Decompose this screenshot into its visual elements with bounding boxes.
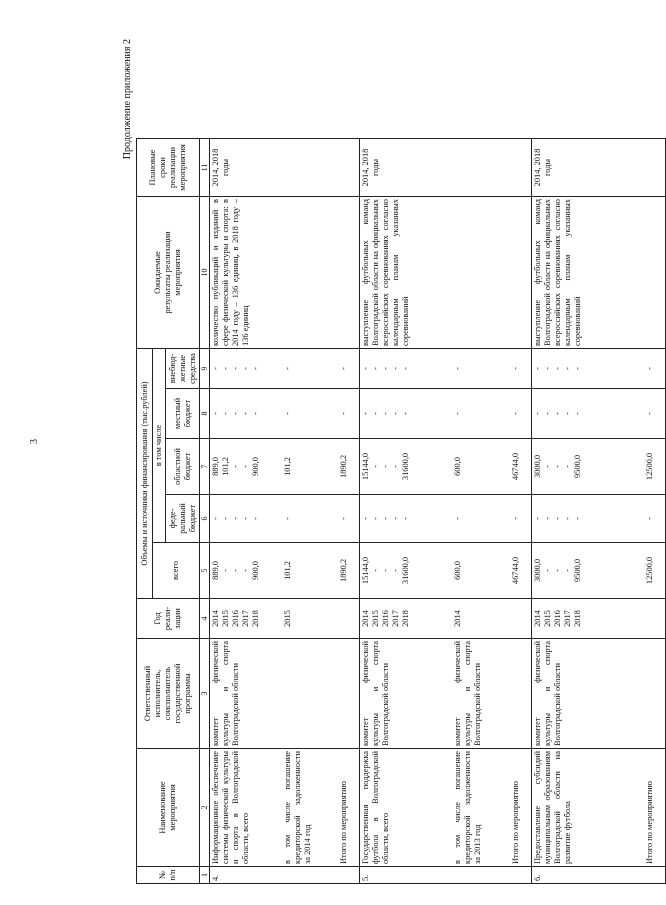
total-amount: 1890,2 — [338, 543, 360, 599]
header-num-4: 4 — [200, 599, 210, 639]
extrabudgetary-amount: - - - - - — [210, 349, 282, 389]
total-amount: 46744,0 — [510, 543, 532, 599]
expected-result: количество публикаций и изданий в сфере физической культуры и спорта: в 2014 году – 136 единиц, в 2018 году – 136 единиц — [210, 197, 360, 349]
total-amount: 3000,0 - - - 9500,0 — [532, 543, 644, 599]
header-num-1: 1 — [200, 867, 210, 884]
appendix-caption: Продолжение приложения 2 — [122, 39, 133, 160]
row-number: 6. — [532, 867, 666, 884]
header-num-8: 8 — [200, 389, 210, 439]
expected-result: выступление футбольных команд Волгоградской области на официальных всероссийских соревнованиях согласно календарным планам указанных соревнований — [532, 197, 666, 349]
local-amount: - — [338, 389, 360, 439]
header-num-5: 5 — [200, 543, 210, 599]
regional-amount: 3000,0 - - - 9500,0 — [532, 439, 644, 495]
years: 2014 2015 2016 2017 2018 — [210, 599, 282, 639]
federal-amount: - — [452, 495, 510, 543]
year: 2015 — [282, 599, 338, 639]
header-local-budget: местный бюджет — [166, 389, 200, 439]
regional-amount: 600,0 — [452, 439, 510, 495]
row-number: 5. — [360, 867, 532, 884]
year — [644, 599, 666, 639]
total-amount: 101,2 — [282, 543, 338, 599]
year: 2014 — [452, 599, 510, 639]
total-amount: 889,0 - - - 900,0 — [210, 543, 282, 599]
federal-amount: - - - - - — [532, 495, 644, 543]
header-including: в том числе — [153, 349, 166, 543]
activity-name: Государственная поддержка футбола в Волгоградской области, всего — [360, 749, 452, 867]
extrabudgetary-amount: - - - - - — [532, 349, 644, 389]
extrabudgetary-amount: - — [282, 349, 338, 389]
executor: комитет физической культуры и спорта Волгоградской области — [532, 639, 666, 749]
header-num-7: 7 — [200, 439, 210, 495]
activity-name: Предоставление субсидий муниципальным образованиям Волгоградской области на развитие футбола — [532, 749, 644, 867]
years: 2014 2015 2016 2017 2018 — [360, 599, 452, 639]
header-num-10: 10 — [200, 197, 210, 349]
activity-subitem: в том числе погашение кредиторской задолженности за 2013 год — [452, 749, 510, 867]
year — [510, 599, 532, 639]
header-num-6: 6 — [200, 495, 210, 543]
total-amount: 15144,0 - - - 31600,0 — [360, 543, 452, 599]
regional-amount: 889,0 101,2 - - 900,0 — [210, 439, 282, 495]
header-num-3: 3 — [200, 639, 210, 749]
regional-amount: 46744,0 — [510, 439, 532, 495]
header-expected-results: Ожидаемые результаты реализации мероприятия — [137, 197, 200, 349]
extrabudgetary-amount: - — [452, 349, 510, 389]
executor — [510, 639, 532, 749]
planned-term: 2014, 2018 годы — [532, 139, 666, 197]
activity-total-label: Итого по мероприятию — [644, 749, 666, 867]
extrabudgetary-amount: - — [644, 349, 666, 389]
rotated-document-page — [122, 39, 662, 884]
table-row — [360, 139, 452, 884]
federal-amount: - — [282, 495, 338, 543]
header-executor: Ответственный исполнитель, соисполнитель государственной программы — [137, 639, 200, 749]
local-amount: - — [644, 389, 666, 439]
years: 2014 2015 2016 2017 2018 — [532, 599, 644, 639]
header-financing: Объемы и источники финансирования (тыс.рублей) — [137, 349, 153, 599]
header-num-11: 11 — [200, 139, 210, 197]
header-planned-terms: Плановые сроки реализации мероприятия — [137, 139, 200, 197]
total-amount: 12500,0 — [644, 543, 666, 599]
header-extrabudgetary: внебюд- жетные средства — [166, 349, 200, 389]
header-federal-budget: феде- ральный бюджет — [166, 495, 200, 543]
activity-total-label: Итого по мероприятию — [338, 749, 360, 867]
year — [338, 599, 360, 639]
executor: комитет физической культуры и спорта Волгоградской области — [452, 639, 510, 749]
executor: комитет физической культуры и спорта Волгоградской области — [210, 639, 360, 749]
regional-amount: 101,2 — [282, 439, 338, 495]
row-number: 4. — [210, 867, 360, 884]
header-num-2: 2 — [200, 749, 210, 867]
extrabudgetary-amount: - — [338, 349, 360, 389]
federal-amount: - - - - - — [360, 495, 452, 543]
local-amount: - - - - - — [210, 389, 282, 439]
activity-subitem: в том числе погашение кредиторской задолженности за 2014 год — [282, 749, 338, 867]
executor: комитет физической культуры и спорта Волгоградской области — [360, 639, 452, 749]
regional-amount: 15144,0 - - - 31600,0 — [360, 439, 452, 495]
header-year: Год реали- зации — [137, 599, 200, 639]
federal-amount: - - - - - — [210, 495, 282, 543]
total-amount: 600,0 — [452, 543, 510, 599]
regional-amount: 1890,2 — [338, 439, 360, 495]
planned-term: 2014, 2018 годы — [360, 139, 532, 197]
federal-amount: - — [338, 495, 360, 543]
local-amount: - — [282, 389, 338, 439]
local-amount: - - - - - — [532, 389, 644, 439]
activity-total-label: Итого по мероприятию — [510, 749, 532, 867]
local-amount: - — [510, 389, 532, 439]
regional-amount: 12500,0 — [644, 439, 666, 495]
extrabudgetary-amount: - — [510, 349, 532, 389]
activity-name: Информационное обеспечение системы физической культуры и спорта в Волгоградской области, всего — [210, 749, 282, 867]
planned-term: 2014, 2018 годы — [210, 139, 360, 197]
extrabudgetary-amount: - - - - - — [360, 349, 452, 389]
federal-amount: - — [644, 495, 666, 543]
federal-amount: - — [510, 495, 532, 543]
table-row — [532, 139, 644, 884]
header-no: № п/п — [137, 867, 200, 884]
header-total: всего — [153, 543, 200, 599]
page-number: 3 — [29, 439, 40, 444]
header-regional-budget: областной бюджет — [166, 439, 200, 495]
local-amount: - - - - - — [360, 389, 452, 439]
local-amount: - — [452, 389, 510, 439]
header-activity-name: Наименование мероприятия — [137, 749, 200, 867]
expected-result: выступление футбольных команд Волгоградской области на официальных всероссийских соревнованиях согласно календарным планам указанных соревнований — [360, 197, 532, 349]
table-row — [210, 139, 282, 884]
header-num-9: 9 — [200, 349, 210, 389]
program-activities-table — [136, 138, 666, 884]
